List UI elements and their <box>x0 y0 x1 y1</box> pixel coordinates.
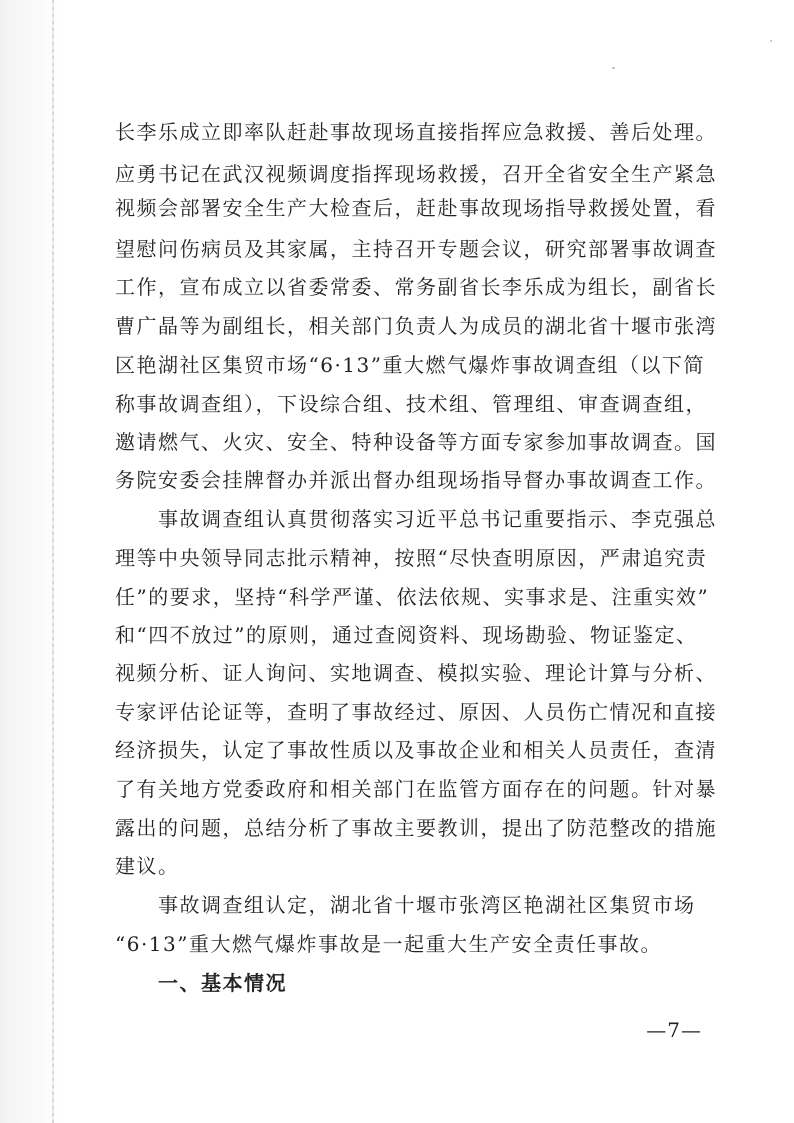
paragraph-line: 望慰问伤病员及其家属，主持召开专题会议，研究部署事故调查 <box>115 237 717 261</box>
paragraph-line: 视频会部署安全生产大检查后，赶赴事故现场指导救援处置，看 <box>115 196 717 220</box>
paragraph-line: 专家评估论证等，查明了事故经过、原因、人员伤亡情况和直接 <box>115 700 717 724</box>
paragraph-line: 长李乐成立即率队赶赴事故现场直接指挥应急救援、善后处理。 <box>115 120 717 144</box>
section-heading: 一、基本情况 <box>115 971 287 995</box>
paragraph-line: 应勇书记在武汉视频调度指挥现场救援，召开全省安全生产紧急 <box>115 162 717 186</box>
paragraph-line: 务院安委会挂牌督办并派出督办组现场指导督办事故调查工作。 <box>115 468 717 492</box>
paragraph-line: 邀请燃气、火灾、安全、特种设备等方面专家参加事故调查。国 <box>115 430 717 454</box>
paragraph-line: 理等中央领导同志批示精神，按照“尽快查明原因，严肃追究责 <box>115 546 708 570</box>
paragraph-line: 事故调查组认真贯彻落实习近平总书记重要指示、李克强总 <box>115 507 717 531</box>
page-number: —7— <box>646 1018 702 1042</box>
paragraph-line: 工作，宣布成立以省委常委、常务副省长李乐成为组长，副省长 <box>115 275 717 299</box>
paragraph-line: 称事故调查组），下设综合组、技术组、管理组、审查调查组， <box>115 392 707 416</box>
paragraph-line: 建议。 <box>115 854 180 878</box>
paragraph-line: 经济损失，认定了事故性质以及事故企业和相关人员责任，查清 <box>115 738 717 762</box>
paragraph-line: 曹广晶等为副组长，相关部门负责人为成员的湖北省十堰市张湾 <box>115 314 717 338</box>
scan-binding-line <box>52 0 54 1123</box>
scan-speck <box>612 67 615 69</box>
paragraph-line: 了有关地方党委政府和相关部门在监管方面存在的问题。针对暴 <box>115 777 717 801</box>
paragraph-line: 视频分析、证人询问、实地调查、模拟实验、理论计算与分析、 <box>115 661 717 685</box>
scan-speck <box>770 40 772 42</box>
paragraph-line: 区艳湖社区集贸市场“6·13”重大燃气爆炸事故调查组（以下简 <box>115 353 705 377</box>
paragraph-line: “6·13”重大燃气爆炸事故是一起重大生产安全责任事故。 <box>115 932 662 956</box>
paragraph-line: 事故调查组认定，湖北省十堰市张湾区艳湖社区集贸市场 <box>115 893 696 917</box>
paragraph-line: 露出的问题，总结分析了事故主要教训，提出了防范整改的措施 <box>115 816 717 840</box>
paragraph-line: 和“四不放过”的原则，通过查阅资料、现场勘验、物证鉴定、 <box>115 623 698 647</box>
paragraph-line: 任”的要求，坚持“科学严谨、依法依规、实事求是、注重实效” <box>115 585 710 609</box>
